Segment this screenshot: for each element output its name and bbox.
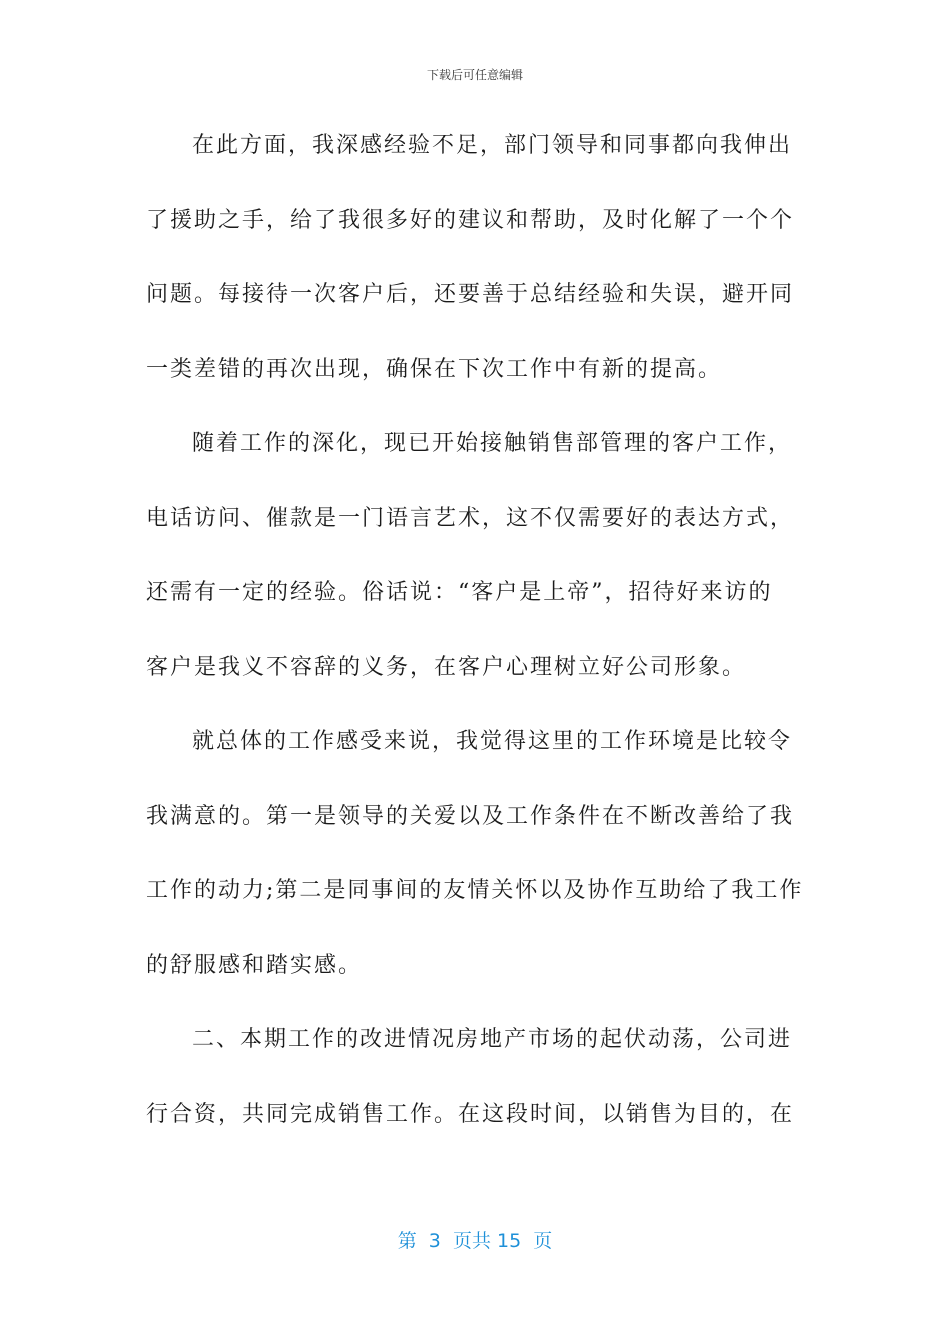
document-body: [146, 120, 806, 1163]
text-line: 客户是我义不容辞的义务，在客户心理树立好公司形象。: [146, 654, 747, 680]
text-line: 工作的动力;第二是同事间的友情关怀以及协作互助给了我工作: [146, 878, 804, 903]
paragraph-4: [146, 1014, 806, 1163]
text-line: 还需有一定的经验。俗话说：“客户是上帝”，招待好来访的: [146, 580, 773, 605]
text-line: 电话访问、催款是一门语言艺术，这不仅需要好的表达方式，: [146, 505, 795, 531]
paragraph-2: [146, 418, 806, 716]
text-line: 的舒服感和踏实感。: [146, 952, 363, 978]
text-line: 一类差错的再次出现，确保在下次工作中有新的提高。: [146, 356, 723, 382]
text-line: 二、本期工作的改进情况房地产市场的起伏动荡，公司进: [192, 1027, 793, 1052]
text-line: 在此方面，我深感经验不足，部门领导和同事都向我伸出: [192, 133, 793, 158]
page-number-footer: 第 3 页共 15 页: [397, 1230, 553, 1252]
paragraph-1: [146, 120, 806, 418]
text-line: 行合资，共同完成销售工作。在这段时间，以销售为目的，在: [146, 1101, 795, 1127]
paragraph-3: [146, 716, 806, 1014]
page-header: 下载后可任意编辑: [426, 68, 523, 82]
text-line: 我满意的。第一是领导的关爱以及工作条件在不断改善给了我: [146, 803, 795, 829]
text-line: 随着工作的深化，现已开始接触销售部管理的客户工作，: [192, 431, 793, 456]
text-line: 问题。每接待一次客户后，还要善于总结经验和失误，避开同: [146, 282, 795, 307]
text-line: 了援助之手，给了我很多好的建议和帮助，及时化解了一个个: [146, 207, 795, 233]
text-line: 就总体的工作感受来说，我觉得这里的工作环境是比较令: [192, 729, 793, 754]
